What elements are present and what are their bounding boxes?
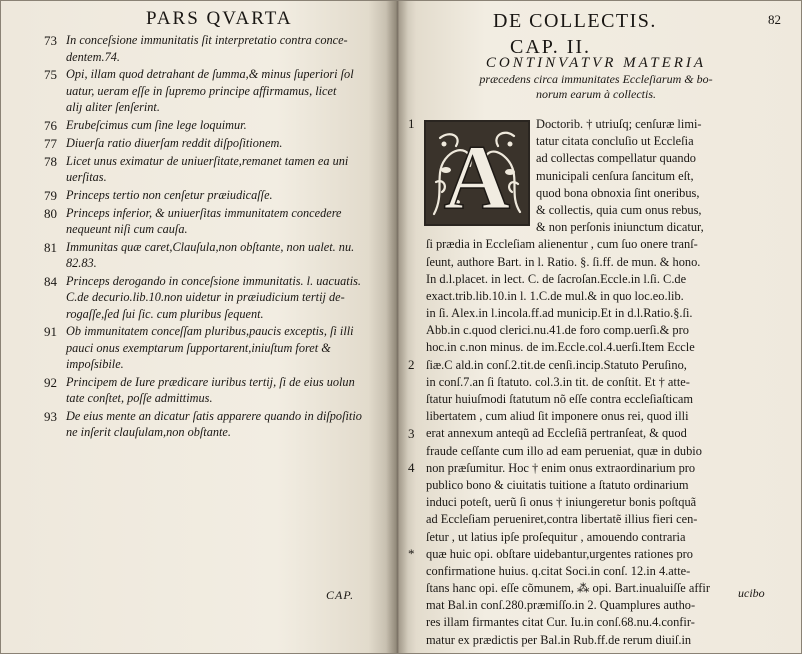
entry-number: 80 (44, 205, 57, 221)
text-line: matur ex prædictis per Bal.in Rub.ff.de rerum diuiſ.in (426, 632, 692, 647)
entry-number: 76 (44, 117, 57, 133)
margin-note-number: * (408, 546, 415, 561)
index-entry (44, 374, 380, 407)
index-entry (44, 66, 380, 116)
section-title: CONTINVATVR MATERIA (485, 55, 707, 71)
foliage-ornament-icon (426, 122, 528, 224)
text-line: tatur citata concluſio ut Eccleſia (536, 134, 694, 149)
margin-note-number: 3 (408, 425, 415, 441)
left-running-head: PARS QVARTA (146, 8, 293, 29)
initial-letter: A (443, 126, 511, 224)
index-entry (44, 273, 380, 323)
entry-text: Princeps derogando in conceſsione immunitatis. l. uacuatis. C.de decurio.lib.10.non uidetur in præiudicium tertij de- rogaſſe,ſed ſui ſic. cum pluribus ſequent. (66, 273, 361, 321)
text-line: mat Bal.in conſ.280.præmiſſo.in 2. Quamplures autho- (426, 598, 696, 613)
entry-text: Princeps tertio non cenſetur præiudicaſſe. (66, 187, 273, 202)
margin-note-number: 4 (408, 460, 415, 475)
text-line: ſiæ.C ald.in conſ.2.tit.de cenſi.incip.Statuto Peruſino, (426, 357, 687, 372)
text-line: quæ huic opi. obſtare uidebantur,urgentes rationes pro (426, 546, 693, 561)
text-line: publico bono & ciuitatis tuitione a ſtatuto ordinarium (426, 477, 689, 492)
text-line: non præſumitur. Hoc † enim onus extraordinarium pro (426, 460, 696, 475)
entry-number: 73 (44, 33, 57, 48)
entry-text: Ob immunitatem conceſſam pluribus,paucis exceptis, ſi illi pauci onus exemptarum ſupportarent,iniuſtum foret & impoſsibile. (66, 324, 354, 371)
entry-number: 92 (44, 374, 57, 390)
entry-number: 77 (44, 135, 57, 151)
entry-text: Erubeſcimus cum ſine lege loquimur. (66, 117, 247, 132)
entry-text: In conceſsione immunitatis ſit interpretatio contra conce- dentem.74. (66, 33, 348, 64)
chapter-heading: CAP. II. (510, 36, 592, 58)
text-line: exact.trib.lib.10.in l. 1.C.de mul.& in quo loc.eo.lib. (426, 288, 684, 303)
entry-text: Principem de Iure prædicare iuribus tertij, ſi de eius uolun tate conſtet, poſſe admittimus. (66, 374, 355, 405)
margin-note-number: 2 (408, 356, 415, 372)
text-line: Doctorib. † utriuſq; cenſuræ limi- (536, 117, 702, 131)
text-line: & collectis, quia cum onus rebus, (536, 202, 702, 217)
decorated-initial-a (424, 120, 530, 226)
entry-number: 81 (44, 239, 57, 255)
text-line: ſi prædia in Eccleſiam alienentur , cum ſuo onere tranſ- (426, 237, 698, 252)
text-line: Abb.in c.quod clerici.nu.41.de foro comp.uerſi.& pro (426, 323, 689, 338)
text-line: hoc.in c.non minus. de im.Eccle.col.4.uerſi.Item Eccle (426, 340, 695, 355)
book-gutter (386, 0, 408, 654)
index-entry (44, 239, 380, 272)
index-entry (44, 153, 380, 186)
entry-text: Diuerſa ratio diuerſam reddit diſpoſitionem. (66, 135, 283, 150)
entry-number: 79 (44, 187, 57, 203)
right-running-head: DE COLLECTIS. (493, 10, 657, 32)
entry-number: 75 (44, 67, 57, 82)
text-line: In d.l.placet. in lect. C. de ſacroſan.Eccle.in l.ſi. C.de (426, 271, 687, 286)
text-line: res illam firmantes citat Cur. Iu.in conſ.68.nu.4.confir- (426, 615, 695, 630)
index-entry (44, 117, 380, 134)
text-line: ad Eccleſiam perueniret,contra libertatẽ illius fieri cen- (426, 512, 698, 527)
entry-number: 91 (44, 324, 57, 339)
text-line: libertatem , cum aliud ſit imponere onus rei, quod illi (426, 409, 689, 424)
left-catchword: CAP. (326, 588, 355, 602)
left-page (0, 0, 396, 654)
entry-text: Princeps inferior, & uniuerſitas immunitatem concedere nequeunt niſi cum cauſa. (66, 205, 342, 236)
section-subtitle: præcedens circa immunitates Eccleſiarum & bo- norum earum à collectis. (479, 72, 713, 101)
entry-number: 93 (44, 408, 57, 424)
entry-number: 84 (44, 273, 57, 289)
entry-text: Immunitas quæ caret,Clauſula,non obſtante, non ualet. nu. 82.83. (66, 239, 355, 270)
entry-text: De eius mente an dicatur ſatis apparere quando in diſpoſitio ne inſerit clauſulam,non obſtante. (66, 408, 362, 439)
text-line: ſeunt, authore Bart. in l. Ratio. §. ſi.ff. de mun. & hono. (426, 254, 701, 269)
entry-number: 78 (44, 153, 57, 169)
text-line: confirmatione huius. q.citat Soci.in conſ. 12.in 4.atte- (426, 563, 691, 578)
text-line: ſtatur huiuſmodi ſtatutum nõ eſſe contra eccleſiaſticam (426, 392, 693, 406)
text-line: ad collectas compellatur quando (536, 151, 696, 166)
margin-note-number: 1 (408, 116, 415, 131)
text-line: quod bona obnoxia ſint oneribus, (536, 185, 700, 200)
text-line: municipali cenſura ſancitum eſt, (536, 168, 694, 183)
page-number: 82 (768, 12, 781, 27)
entry-text: Licet unus eximatur de uniuerſitate,remanet tamen ea uni uerſitas. (66, 153, 349, 184)
text-line: & non perſonis iniunctum dicatur, (536, 220, 704, 235)
text-line: ſtans hanc opi. eſſe cõmunem, ⁂ opi. Bart.inualuiſſe affir (426, 581, 710, 596)
index-entry (44, 187, 380, 204)
text-line: erat annexum anteqũ ad Eccleſiã pertranſeat, & quod (426, 426, 687, 441)
index-entry (44, 408, 380, 441)
index-entry (44, 323, 380, 373)
text-line: induci poteſt, uerũ ſi onus † iniungeretur bonis poſtquã (426, 495, 697, 510)
entry-text: Opi, illam quod detrahant de ſumma,& minus ſuperiori ſol uatur, ueram eſſe in ſupremo principe affirmamus, licet aliȷ aliter ſenſerint. (66, 67, 354, 114)
index-entry (44, 135, 380, 152)
index-list (44, 32, 380, 442)
right-catchword: ucibo (738, 586, 765, 600)
text-line: fraude ceſſante cum illo ad eam perueniat, quæ in dubio (426, 443, 702, 458)
text-line: in conſ.7.an ſi ſtatuto. col.3.in tit. de conſtit. Et † atte- (426, 374, 690, 389)
text-line: ſetur , ut latius ipſe proſequitur , amouendo contraria (426, 529, 686, 544)
text-line: in ſi. Alex.in l.incola.ff.ad municip.Et in d.l.Ratio.§.ſi. (426, 306, 693, 321)
index-entry (44, 32, 380, 65)
index-entry (44, 205, 380, 238)
